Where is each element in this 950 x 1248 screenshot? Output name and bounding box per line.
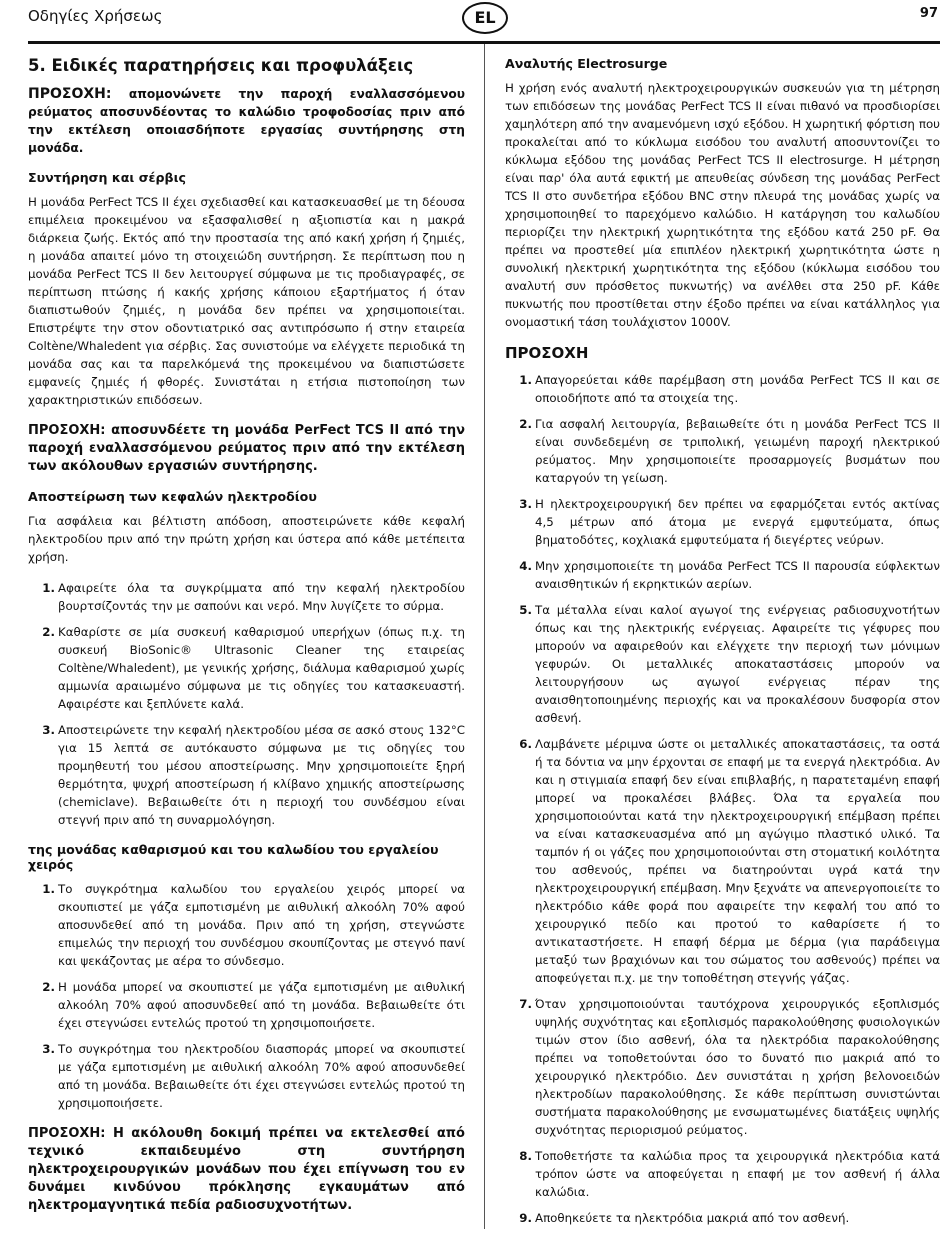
list-item bbox=[505, 735, 940, 987]
item-text: Τα μέταλλα είναι καλοί αγωγοί της ενέργειας ραδιοσυχνοτήτων όπως και της ηλεκτρικής ενέργειας. Αφαιρείτε τις γέφυρες που μπορούν να αφαιρεθούν και ελέγχετε την περιοχή των μόνιμων γεφυρών. Οι μεταλλικές αποκαταστάσεις μπορούν να λειτουργήσουν ως αγωγοί ενέργειας πέραν της αναισθητοποιημένης περιοχής και να προκαλέσουν δυσφορία στον ασθενή. bbox=[535, 603, 940, 725]
item-text: Αποστειρώνετε την κεφαλή ηλεκτροδίου μέσα σε ασκό στους 132°C για 15 λεπτά σε αυτόκαυστο σύμφωνα με τις οδηγίες του προμηθευτή του μέσου αποστείρωσης. Μην χρησιμοποιείτε ξηρή θερμότητα, ψυχρή αποστείρωση ή κλίβανο χημικής αποστείρωσης (chemiclave). Βεβαιωθείτε ότι η περιοχή του συνδέσμου είναι στεγνή πριν από τη συναρμολόγηση. bbox=[58, 723, 465, 827]
list-item bbox=[28, 1040, 465, 1112]
right-column bbox=[505, 56, 940, 1240]
page-header bbox=[0, 0, 950, 46]
item-text: Όταν χρησιμοποιούνται ταυτόχρονα χειρουργικός εξοπλισμός υψηλής συχνότητας και εξοπλισμός παρακολούθησης φυσιολογικών τιμών στον ίδιο ασθενή, όλα τα ηλεκτρόδια παρακολούθησης πρέπει να τοποθετούνται όσο το δυνατό πιο μακριά από το χειρουργικό ηλεκτρόδιο. Δεν συνιστάται η χρήση βελονοειδών ηλεκτροδίων παρακολούθησης. Σε κάθε περίπτωση συνιστώνται συστήματα παρακολούθησης με ενσωματωμένες διατάξεις υψηλής συχνότητας περιορισμού ρεύματος. bbox=[535, 997, 940, 1137]
warning-label: ΠΡΟΣΟΧΗ: bbox=[28, 86, 112, 102]
list-item bbox=[505, 415, 940, 487]
item-text: Απαγορεύεται κάθε παρέμβαση στη μονάδα PerFect TCS II και σε οποιοδήποτε από τα στοιχεία της. bbox=[535, 373, 940, 405]
item-number: 2. bbox=[519, 417, 532, 431]
item-number: 2. bbox=[42, 625, 55, 639]
item-text: Αποθηκεύετε τα ηλεκτρόδια μακριά από τον ασθενή. bbox=[535, 1211, 850, 1225]
item-text: Το συγκρότημα του ηλεκτροδίου διασποράς μπορεί να σκουπιστεί με γάζα εμποτισμένη με αιθυλική αλκοόλη 70% αφού αποσυνδεθεί από τη μονάδα. Βεβαιωθείτε ότι έχει στεγνώσει εντελώς προτού τη χρησιμοποιήσετε. bbox=[58, 1042, 465, 1110]
list-item bbox=[505, 601, 940, 727]
list-item bbox=[28, 880, 465, 970]
item-text: Αφαιρείτε όλα τα συγκρίμματα από την κεφαλή ηλεκτροδίου βουρτσίζοντάς την με σαπούνι και νερό. Μην λυγίζετε το σύρμα. bbox=[58, 581, 465, 613]
item-text: Για ασφαλή λειτουργία, βεβαιωθείτε ότι η μονάδα PerFect TCS II είναι συνδεδεμένη σε τριπολική, γειωμένη παροχή ηλεκτρικού ρεύματος. Μην χρησιμοποιείτε προσαρμογείς βυσμάτων που καταργούν τη γείωση. bbox=[535, 417, 940, 485]
section-title: 5. Ειδικές παρατηρήσεις και προφυλάξεις bbox=[28, 56, 414, 75]
item-number: 9. bbox=[519, 1211, 532, 1225]
item-number: 4. bbox=[519, 559, 532, 573]
document-title: Οδηγίες Χρήσεως bbox=[28, 7, 163, 25]
sterilization-heading: Αποστείρωση των κεφαλών ηλεκτροδίου bbox=[28, 489, 317, 504]
list-item bbox=[505, 495, 940, 549]
list-item bbox=[28, 579, 465, 615]
list-item bbox=[28, 978, 465, 1032]
item-number: 3. bbox=[42, 1042, 55, 1056]
list-item bbox=[505, 371, 940, 407]
warning-disconnect bbox=[28, 85, 465, 157]
warning-test: ΠΡΟΣΟΧΗ: Η ακόλουθη δοκιμή πρέπει να εκτελεσθεί από τεχνικό εκπαιδευμένο στη συντήρηση ηλεκτροχειρουργικών μονάδων που έχει επίγνωση του εν δυνάμει κινδύνου πρόκλησης εγκαυμάτων από ηλεκτρομαγνητικά πεδία ραδιοσυχνοτήτων. bbox=[28, 1126, 465, 1213]
item-number: 5. bbox=[519, 603, 532, 617]
list-item bbox=[505, 1147, 940, 1201]
page-number: 97 bbox=[919, 6, 938, 21]
item-number: 3. bbox=[42, 723, 55, 737]
list-item bbox=[505, 1209, 940, 1227]
item-number: 2. bbox=[42, 980, 55, 994]
item-number: 8. bbox=[519, 1149, 532, 1163]
maintenance-paragraph: Η μονάδα PerFect TCS II έχει σχεδιασθεί και κατασκευασθεί με τη δέουσα επιμέλεια προκειμένου να εξασφαλισθεί η αξιοπιστία και η μακρά διάρκεια ζωής. Εκτός από την προστασία της από κακή χρήση ή ζημιές, η μονάδα απαιτεί μόνο τη στοιχειώδη συντήρηση. Σε περίπτωση που η μονάδα PerFect TCS II δεν λειτουργεί σύμφωνα με τις προδιαγραφές, σε περίπτωση πτώσης ή κακής χρήσης κάποιου εξαρτήματος ή όταν διαπιστωθούν ζημιές, η μονάδα δεν πρέπει να χρησιμοποιείται. Επιστρέψτε την στον οδοντιατρικό σας αντιπρόσωπο ή στην εταιρεία Coltène/Whaledent για σέρβις. Σας συνιστούμε να ελέγχετε περιοδικά τη μονάδα σας και τα παρελκόμενά της προκειμένου να διαπιστώσετε εμφανείς ζημιές ή φθορές. Συνιστάται η ετήσια πιστοποίηση των χαρακτηριστικών επιδόσεων. bbox=[28, 195, 465, 407]
item-number: 1. bbox=[519, 373, 532, 387]
warning-text: απομονώνετε την παροχή εναλλασσόμενου ρεύματος αποσυνδέοντας το καλώδιο τροφοδοσίας πριν από την εκτέλεση οποιασδήποτε εργασίας συντήρησης στη μονάδα. bbox=[28, 87, 465, 155]
item-number: 1. bbox=[42, 882, 55, 896]
list-item bbox=[28, 623, 465, 713]
warning-maintenance: ΠΡΟΣΟΧΗ: αποσυνδέετε τη μονάδα PerFect TCS II από την παροχή εναλλασσόμενου ρεύματος πριν από την εκτέλεση των ακόλουθων εργασιών συντήρησης. bbox=[28, 423, 465, 474]
list-item bbox=[505, 557, 940, 593]
sterilization-steps bbox=[28, 579, 465, 829]
maintenance-heading: Συντήρηση και σέρβις bbox=[28, 170, 186, 185]
list-item bbox=[28, 721, 465, 829]
language-badge: EL bbox=[462, 2, 508, 34]
sterilization-intro: Για ασφάλεια και βέλτιστη απόδοση, αποστειρώνετε κάθε κεφαλή ηλεκτροδίου πριν από την πρώτη χρήση και ύστερα από κάθε μετέπειτα χρήση. bbox=[28, 514, 465, 564]
analyzer-heading: Αναλυτής Electrosurge bbox=[505, 56, 668, 71]
cleaning-heading: της μονάδας καθαρισμού και του καλωδίου του εργαλείου χειρός bbox=[28, 842, 439, 872]
caution-heading: ΠΡΟΣΟΧΗ bbox=[505, 344, 589, 362]
analyzer-paragraph: Η χρήση ενός αναλυτή ηλεκτροχειρουργικών συσκευών για τη μέτρηση των επιδόσεων της μονάδας PerFect TCS II είναι πιθανό να προσδιορίσει χαμηλότερη από την αναμενόμενη ισχύ εξόδου. Η χωρητική φόρτιση που προκαλείται από το κύκλωμα εισόδου του αναλυτή αποσυντονίζει το κύκλωμα εξόδου της μονάδας PerFect TCS II electrosurge. Η μέτρηση είναι παρ' όλα αυτά εφικτή με απευθείας σύνδεση της μονάδας PerFect TCS II στο συνδετήρα εξόδου BNC στην πλευρά της μονάδας χωρίς να χρησιμοποιηθεί το παρεχόμενο καλώδιο. Η κατάργηση του καλωδίου περιορίζει την ηλεκτρική χωρητικότητα της εξόδου κατά 250 pF. Θα πρέπει να προστεθεί μία επιπλέον ηλεκτρική χωρητικότητα ώστε η συνολική ηλεκτρική χωρητικότητα της εξόδου (κύκλωμα εισόδου του αναλυτή συν πρόσθετος πυκνωτής) να ανέλθει στα 250 pF. Κάθε πυκνωτής που προστίθεται στην έξοδο πρέπει να είναι κατάλληλος για ονομαστική τάση τουλάχιστον 1000V. bbox=[505, 81, 940, 329]
item-text: Λαμβάνετε μέριμνα ώστε οι μεταλλικές αποκαταστάσεις, τα οστά ή τα δόντια να μην έρχονται σε επαφή με τα ενεργά ηλεκτρόδια. Αν και η στιγμιαία επαφή δεν είναι επιβλαβής, η παρατεταμένη επαφή μπορεί να προκαλέσει βλάβες. Όλα τα εργαλεία που χρησιμοποιούνται κατά την ηλεκτροχειρουργική επέμβαση πρέπει να είναι κατασκευασμένα από μη αγώγιμο πλαστικό υλικό. Τα ταμπόν ή οι γάζες που χρησιμοποιούνται στη στοματική κοιλότητα του ασθενούς, πρέπει να διατηρούνται υγρά κατά την ηλεκτροχειρουργική επέμβαση. Μην ξεχνάτε να απενεργοποιείτε το ηλεκτρόδιο κάθε φορά που αφαιρείτε την κεφαλή του από το χειρουργικό πεδίο και προτού το καθαρίσετε ή το αντικαταστήσετε. Η επαφή δέρμα με δέρμα (για παράδειγμα μεταξύ των βραχιόνων και του σώματος του ασθενούς) πρέπει να αποφεύγεται π.χ. με την τοποθέτηση στεγνής γάζας. bbox=[535, 737, 940, 985]
column-divider bbox=[484, 44, 485, 1229]
item-number: 6. bbox=[519, 737, 532, 751]
cleaning-steps bbox=[28, 880, 465, 1112]
item-number: 3. bbox=[519, 497, 532, 511]
item-number: 7. bbox=[519, 997, 532, 1011]
left-column bbox=[28, 56, 465, 1228]
item-number: 1. bbox=[42, 581, 55, 595]
item-text: Η μονάδα μπορεί να σκουπιστεί με γάζα εμποτισμένη με αιθυλική αλκοόλη 70% αφού αποσυνδεθεί από τη μονάδα. Βεβαιωθείτε ότι έχει στεγνώσει εντελώς προτού τη χρησιμοποιήσετε. bbox=[58, 980, 465, 1030]
item-text: Τοποθετήστε τα καλώδια προς τα χειρουργικά ηλεκτρόδια κατά τρόπον ώστε να αποφεύγεται η επαφή με τον ασθενή ή άλλα καλώδια. bbox=[535, 1149, 940, 1199]
item-text: Μην χρησιμοποιείτε τη μονάδα PerFect TCS II παρουσία εύφλεκτων αναισθητικών ή εκρηκτικών αερίων. bbox=[535, 559, 940, 591]
item-text: Η ηλεκτροχειρουργική δεν πρέπει να εφαρμόζεται εντός ακτίνας 4,5 μέτρων από άτομα με ενεργά εμφυτεύματα, όπως βηματοδότες, κοχλιακά εμφυτεύματα ή διεγέρτες νεύρων. bbox=[535, 497, 940, 547]
caution-list bbox=[505, 371, 940, 1227]
list-item bbox=[505, 995, 940, 1139]
item-text: Καθαρίστε σε μία συσκευή καθαρισμού υπερήχων (όπως π.χ. τη συσκευή BioSonic® Ultrasonic Cleaner της εταιρείας Coltène/Whaledent), με γενικής χρήσης, διάλυμα καθαρισμού χωρίς αμμωνία αραιωμένο σύμφωνα με τις οδηγίες του κατασκευαστή. Αφαιρέστε και ξεπλύνετε καλά. bbox=[58, 625, 465, 711]
item-text: Το συγκρότημα καλωδίου του εργαλείου χειρός μπορεί να σκουπιστεί με γάζα εμποτισμένη με αιθυλική αλκοόλη 70% αφού αποσυνδεθεί από τη μονάδα. Πριν από τη χρήση, στεγνώστε επιμελώς την περιοχή του συνδέσμου σκουπίζοντας με στεγνό πανί και ψεκάζοντας με αέρα το σύνδεσμο. bbox=[58, 882, 465, 968]
